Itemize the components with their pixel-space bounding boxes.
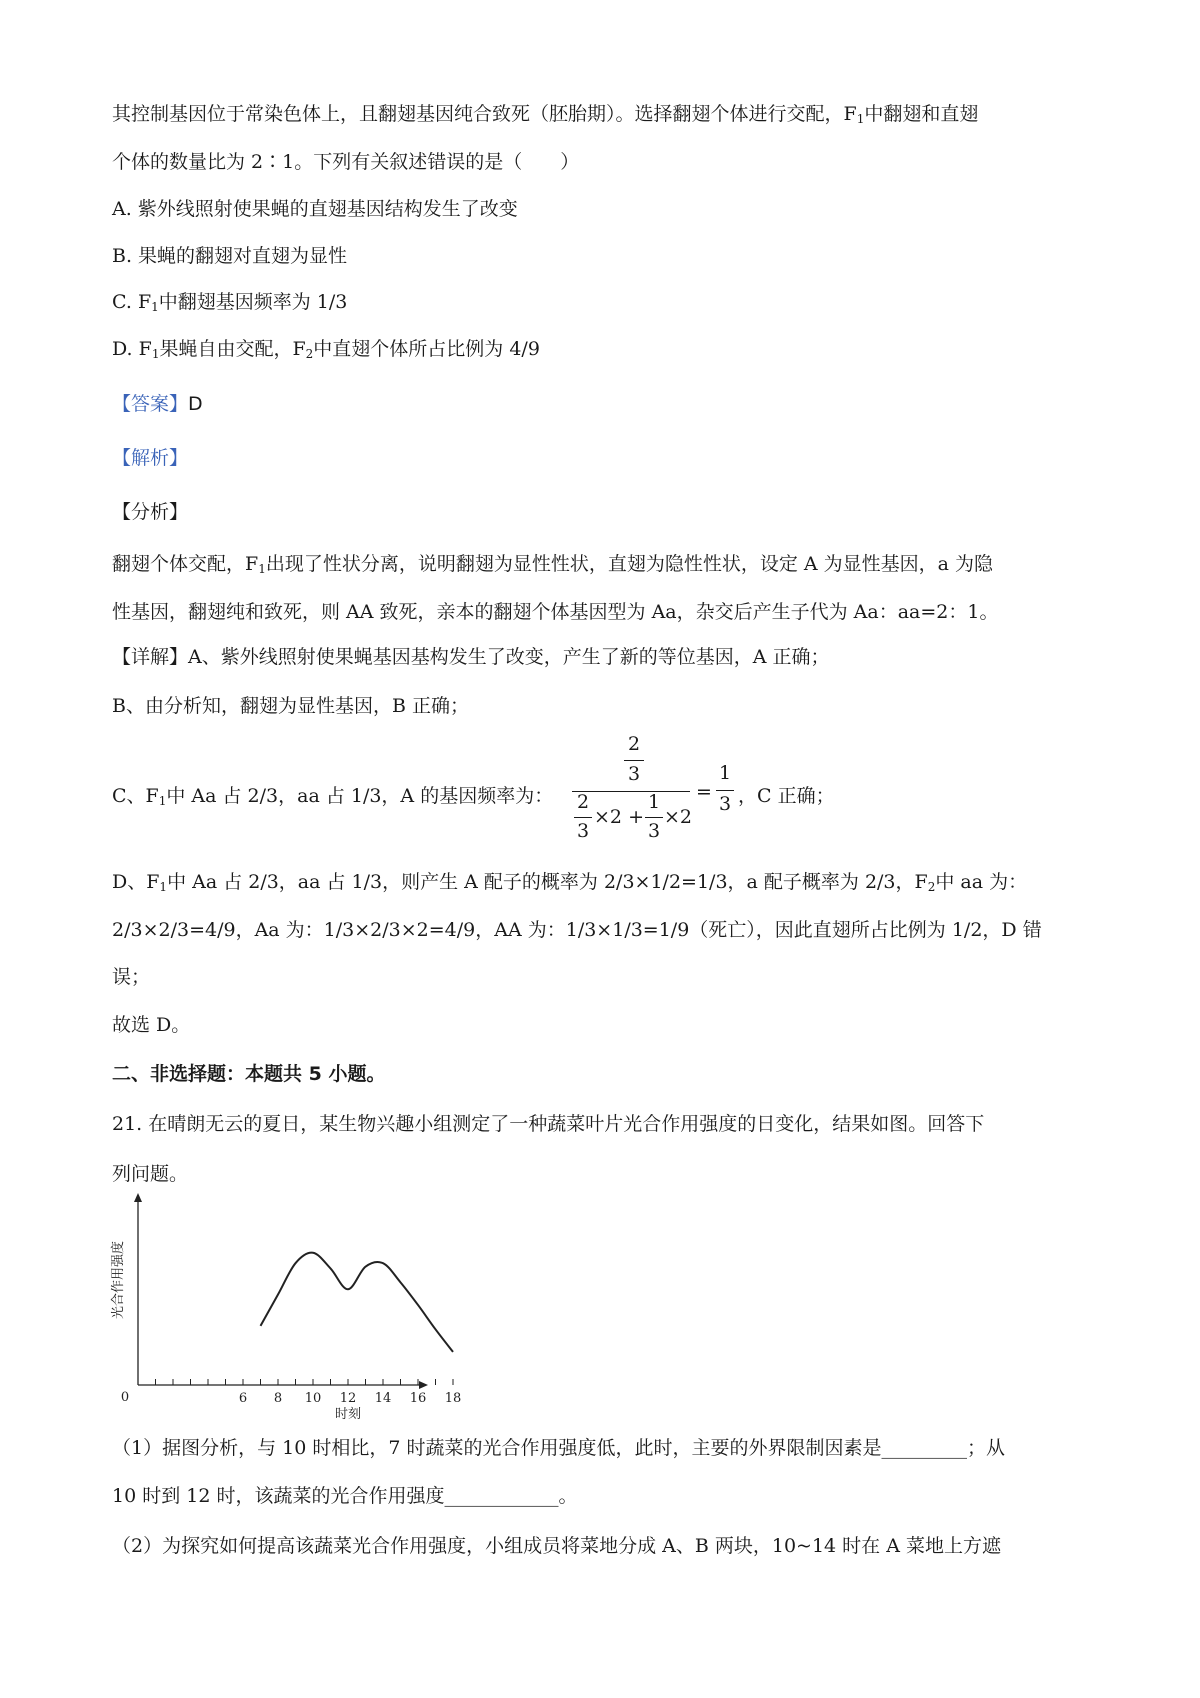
photosynthesis-chart [108, 1185, 462, 1425]
chart-svg [108, 1185, 462, 1425]
formula-b1-num: 2 [576, 791, 590, 813]
formula-top-bar [624, 760, 644, 761]
detail-line2: B、由分析知，翻翅为显性基因，B 正确； [112, 695, 469, 717]
option-c-pre: C. F [112, 291, 152, 313]
q21-sub2-line1: （2）为探究如何提高该蔬菜光合作用强度，小组成员将菜地分成 A、B 两块，10~14 时在 A 菜地上方遮 [112, 1535, 1001, 1557]
subscript: 1 [158, 794, 167, 808]
option-a: A. 紫外线照射使果蝇的直翅基因结构发生了改变 [112, 198, 518, 220]
formula-r-den: 3 [718, 793, 732, 815]
x-axis-arrow [419, 1381, 428, 1389]
option-c [112, 290, 347, 314]
q21-sub1-line1: （1）据图分析，与 10 时相比，7 时蔬菜的光合作用强度低，此时，主要的外界限制因素是_________；从 [112, 1437, 1005, 1459]
x-tick-label: 18 [444, 1391, 462, 1406]
answer-tag: 【答案】 [112, 393, 189, 415]
formula-b-mid: ×2 + [594, 806, 644, 828]
formula-b2-num: 1 [647, 791, 661, 813]
x-tick-label: 14 [374, 1391, 392, 1406]
detail-c [112, 784, 553, 808]
q21-line2: 列问题。 [112, 1163, 189, 1185]
formula-b2-den: 3 [647, 820, 661, 842]
x-tick-label: 12 [339, 1391, 357, 1406]
x-tick-label: 10 [304, 1391, 322, 1406]
fenxi-line1 [112, 552, 993, 576]
subscript: 1 [258, 562, 266, 576]
subscript: 1 [159, 880, 168, 894]
subscript: 2 [927, 880, 936, 894]
q20-stem-line1-pre: 其控制基因位于常染色体上，且翻翅基因纯合致死（胚胎期）。选择翻翅个体进行交配，F [112, 103, 857, 125]
subscript: 2 [305, 347, 314, 361]
origin-label: 0 [120, 1390, 130, 1405]
photosynthesis-curve [261, 1253, 454, 1352]
detail-c-tail: ，C 正确； [738, 785, 835, 807]
detail-d1-mid: 中 Aa 占 2/3，aa 占 1/3，则产生 A 配子的概率为 2/3×1/2=1/3，a 配子概率为 2/3，F [167, 871, 928, 893]
subscript: 1 [151, 300, 159, 314]
formula-r-num: 1 [718, 762, 732, 784]
option-d [112, 337, 540, 361]
fenxi-line1-pre: 翻翅个体交配，F [112, 553, 259, 575]
formula-top-num: 2 [627, 733, 641, 755]
q20-stem-line2: 个体的数量比为 2∶1。下列有关叙述错误的是（ ） [112, 151, 580, 173]
x-tick-label: 6 [238, 1391, 248, 1406]
q21-line1: 21. 在晴朗无云的夏日，某生物兴趣小组测定了一种蔬菜叶片光合作用强度的日变化，结果如图。回答下 [112, 1113, 985, 1135]
formula-equals: = [696, 781, 712, 803]
formula-r-bar [716, 790, 734, 791]
option-c-post: 中翻翅基因频率为 1/3 [158, 291, 348, 313]
detail-d1-pre: D、F [112, 871, 160, 893]
detail-line1: 【详解】A、紫外线照射使果蝇基因基构发生了改变，产生了新的等位基因，A 正确； [112, 646, 830, 668]
detail-c-post: 中 Aa 占 2/3，aa 占 1/3，A 的基因频率为： [166, 785, 554, 807]
analysis-tag: 【解析】 [112, 447, 189, 469]
formula-b-end: ×2 [664, 806, 693, 828]
option-d-mid: 果蝇自由交配，F [159, 338, 306, 360]
x-tick-label: 8 [273, 1391, 283, 1406]
q20-stem-line1 [112, 102, 978, 126]
q20-stem-line1-post: 中翻翅和直翅 [864, 103, 979, 125]
detail-c-pre: C、F [112, 785, 159, 807]
formula-top-den: 3 [627, 763, 641, 785]
x-axis-label: 时刻 [334, 1407, 362, 1422]
subscript: 1 [151, 347, 160, 361]
answer-value: D [188, 393, 203, 415]
formula-b2-bar [645, 817, 663, 818]
detail-d-line1 [112, 870, 1027, 894]
option-d-pre: D. F [112, 338, 152, 360]
section2-heading: 二、非选择题：本题共 5 小题。 [112, 1063, 386, 1085]
formula-b1-bar [574, 817, 592, 818]
detail-d1-post: 中 aa 为： [935, 871, 1028, 893]
fenxi-line1-post: 出现了性状分离，说明翻翅为显性性状，直翅为隐性性状，设定 A 为显性基因，a 为隐 [265, 553, 993, 575]
answer [112, 392, 203, 416]
detail-d-line3: 误； [112, 966, 151, 988]
subscript: 1 [856, 112, 865, 126]
q21-sub1-line2: 10 时到 12 时，该蔬菜的光合作用强度____________。 [112, 1485, 578, 1507]
conclusion: 故选 D。 [112, 1014, 191, 1036]
y-axis-arrow [134, 1193, 142, 1202]
x-tick-label: 16 [409, 1391, 427, 1406]
fenxi-line2: 性基因，翻翅纯和致死，则 AA 致死，亲本的翻翅个体基因型为 Aa，杂交后产生子代为 Aa：aa=2：1。 [112, 601, 999, 623]
fenxi-tag: 【分析】 [112, 501, 189, 523]
option-d-post: 中直翅个体所占比例为 4/9 [313, 338, 540, 360]
formula-b1-den: 3 [576, 820, 590, 842]
option-b: B. 果蝇的翻翅对直翅为显性 [112, 245, 348, 267]
y-axis-label: 光合作用强度 [111, 1240, 126, 1320]
detail-d-line2: 2/3×2/3=4/9，Aa 为：1/3×2/3×2=4/9，AA 为：1/3×1/3=1/9（死亡），因此直翅所占比例为 1/2，D 错 [112, 919, 1042, 941]
